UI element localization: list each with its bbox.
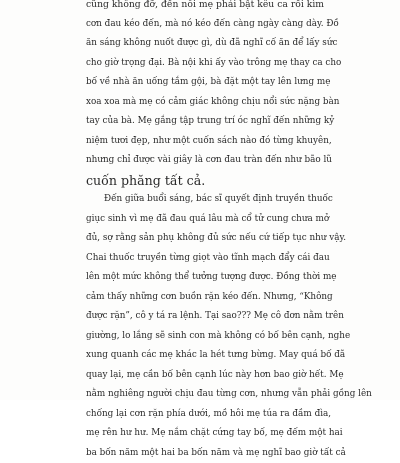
text-line: Chai thuốc truyền từng giọt vào tĩnh mạch đẩy cái đau — [86, 249, 324, 269]
text-line: nhưng chỉ được vài giây là cơn đau tràn đến như bão lũ — [86, 151, 324, 171]
text-line: chống lại cơn rặn phía dưới, mồ hôi mẹ túa ra đầm đìa, — [86, 405, 324, 425]
text-line: mẹ rên hư hư. Mẹ nắm chặt cứng tay bố, mẹ đếm một hai — [86, 424, 324, 444]
text-line: bố về nhà ăn uống tắm gội, bà đặt một tay lên lưng mẹ — [86, 73, 324, 93]
text-line: cũng không đỡ, đến nỗi mẹ phải bật kêu ca rồi kìm — [86, 0, 324, 15]
text-line: cho giờ trọng đại. Bà nội khi ấy vào trông mẹ thay ca cho — [86, 54, 324, 74]
text-line: giường, lo lắng sẽ sinh con mà không có bố bên cạnh, nghe — [86, 327, 324, 347]
text-line: đủ, sợ rằng sản phụ không đủ sức nếu cứ tiếp tục như vậy. — [86, 229, 324, 249]
text-line: xung quanh các mẹ khác la hét tưng bừng. May quá bố đã — [86, 346, 324, 366]
text-line: giục sinh vì mẹ đã đau quá lâu mà cổ tử cung chưa mở — [86, 210, 324, 230]
text-line: quay lại, mẹ cần bố bên cạnh lúc này hơn bao giờ hết. Mẹ — [86, 366, 324, 386]
text-line: lên một mức không thể tưởng tượng được. Đồng thời mẹ — [86, 268, 324, 288]
text-line: xoa xoa mà mẹ có cảm giác không chịu nổi sức nặng bàn — [86, 93, 324, 113]
text-line: cơn đau kéo đến, mà nó kéo đến càng ngày càng dày. Đồ — [86, 15, 324, 35]
text-line: ba bốn năm một hai ba bốn năm và mẹ nghĩ bao giờ tất cả — [86, 444, 324, 463]
text-line: Đến giữa buổi sáng, bác sĩ quyết định truyền thuốc — [104, 190, 324, 210]
text-line: cuốn phăng tất cả. — [86, 171, 324, 191]
text-line: cảm thấy những cơn buồn rặn kéo đến. Nhưng, “Không — [86, 288, 324, 308]
text-line: ăn sáng không nuốt được gì, dù đã nghĩ cố ăn để lấy sức — [86, 34, 324, 54]
text-line: tay của bà. Mẹ gắng tập trung trí óc nghĩ đến những kỷ — [86, 112, 324, 132]
text-line: được rặn”, cô y tá ra lệnh. Tại sao??? Mẹ cô đơn nằm trên — [86, 307, 324, 327]
text-line: nằm nghiêng người chịu đau từng cơn, nhưng vẫn phải gồng lên — [86, 385, 324, 405]
text-line: niệm tươi đẹp, như một cuốn sách nào đó từng khuyên, — [86, 132, 324, 152]
